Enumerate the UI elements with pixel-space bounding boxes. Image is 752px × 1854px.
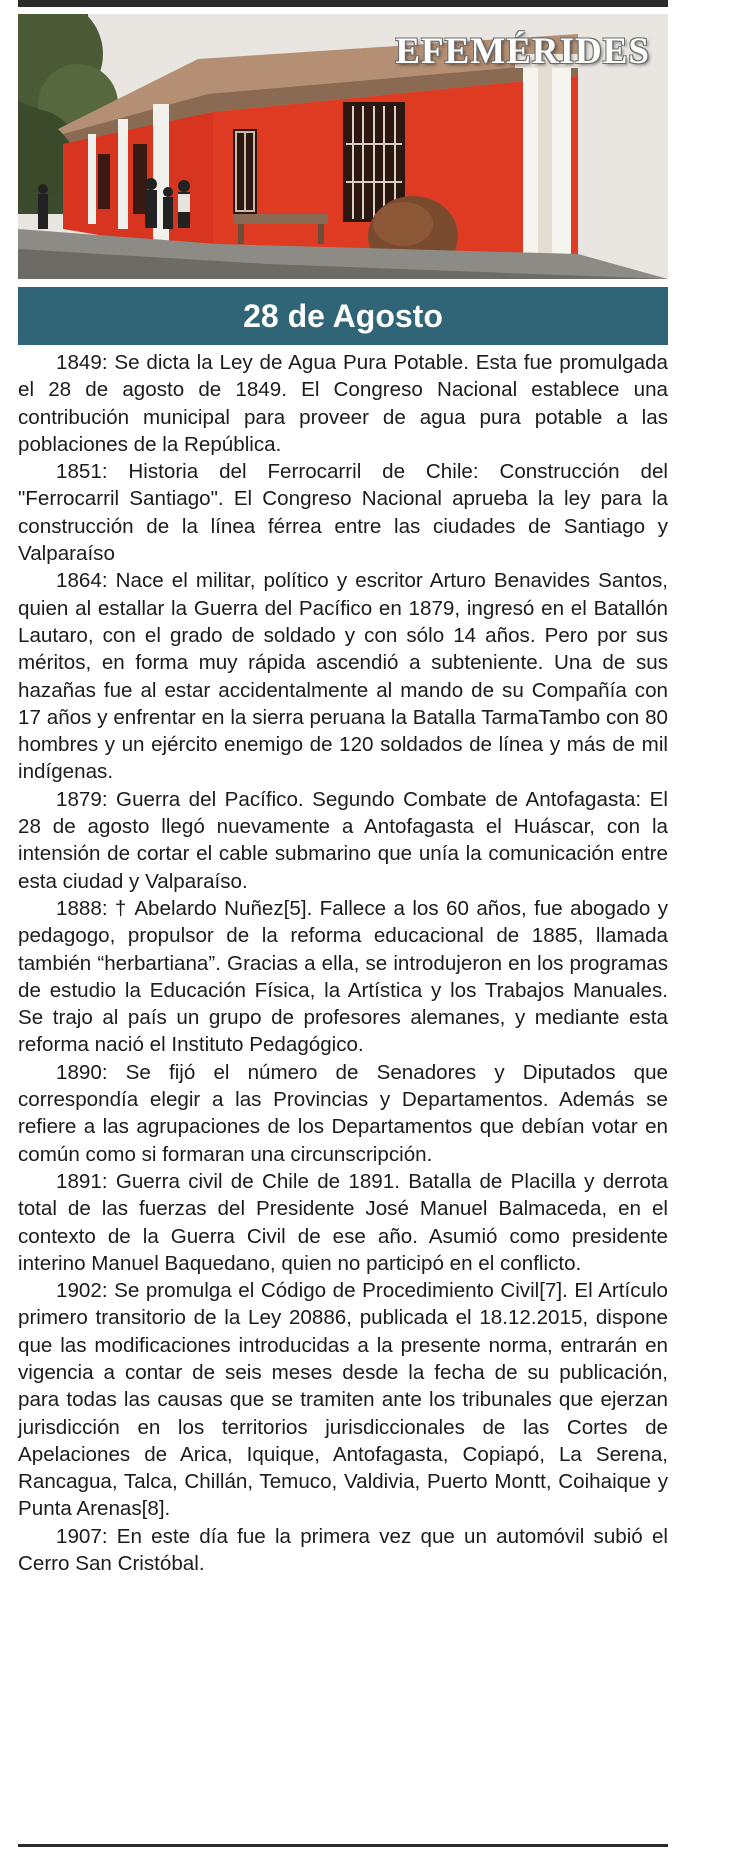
entry-1849: 1849: Se dicta la Ley de Agua Pura Potable. Esta fue promulgada el 28 de agosto de 1849. El Congreso Nacional establece una contribución municipal para proveer de agua pura potable a las poblaciones de la República. <box>18 351 668 456</box>
entry-1879: 1879: Guerra del Pacífico. Segundo Combate de Antofagasta: El 28 de agosto llegó nuevamente a Antofagasta el Huáscar, con la intensión de cortar el cable submarino que unía la comunicación entre esta ciudad y Valparaíso. <box>18 787 668 893</box>
date-banner: 28 de Agosto <box>18 287 668 345</box>
hero-image <box>18 14 668 279</box>
top-rule <box>18 0 668 7</box>
entry-1888: 1888: † Abelardo Nuñez[5]. Fallece a los 60 años, fue abogado y pedagogo, propulsor de la reforma educacional de 1885, llamada también “herbartiana”. Gracias a ella, se introdujeron en los programas de estudio la Educación Física, la Artística y los Trabajos Manuales. Se trajo al país un grupo de profesores alemanes, y mediante esta reforma nació el Instituto Pedagógico. <box>18 896 668 1057</box>
ephemerides-list <box>18 349 668 1577</box>
entry-1902: 1902: Se promulga el Código de Procedimiento Civil[7]. El Artículo primero transitorio de la Ley 20886, publicada el 18.12.2015, dispone que las modificaciones introducidas a la presente norma, entrarán en vigencia a contar de seis meses desde la fecha de su publicación, para todas las causas que se tramiten ante los tribunales que ejerzan jurisdicción en los territorios jurisdiccionales de las Cortes de Apelaciones de Arica, Iquique, Antofagasta, Copiapó, La Serena, Rancagua, Talca, Chillán, Temuco, Valdivia, Puerto Montt, Coihaique y Punta Arenas[8]. <box>18 1279 668 1521</box>
entry-1907: 1907: En este día fue la primera vez que un automóvil subió el Cerro San Cristóbal. <box>18 1524 668 1576</box>
entry-1891: 1891: Guerra civil de Chile de 1891. Batalla de Placilla y derrota total de las fuerzas del Presidente José Manuel Balmaceda, en el contexto de la Guerra Civil de ese año. Asumió como presidente interino Manuel Baquedano, quien no participó en el conflicto. <box>18 1169 668 1275</box>
entry-1864: 1864: Nace el militar, político y escritor Arturo Benavides Santos, quien al estallar la Guerra del Pacífico en 1879, ingresó en el Batallón Lautaro, con el grado de soldado y con sólo 14 años. Pero por sus méritos, en forma muy rápida ascendió a subteniente. Una de sus hazañas fue al estar accidentalmente al mando de su Compañía con 17 años y enfrentar en la sierra peruana la Batalla TarmaTambo con 80 hombres y un ejército enemigo de 120 soldados de línea y más de mil indígenas. <box>18 569 668 784</box>
entry-1890: 1890: Se fijó el número de Senadores y Diputados que correspondía elegir a las Provincias y Departamentos. Además se refiere a las agrupaciones de los Departamentos que debían votar en común como si formaran una circunscripción. <box>18 1060 668 1166</box>
bottom-rule <box>18 1844 668 1847</box>
entry-1851: 1851: Historia del Ferrocarril de Chile: Construcción del "Ferrocarril Santiago". El Congreso Nacional aprueba la ley para la construcción de la línea férrea entre las ciudades de Santiago y Valparaíso <box>18 460 668 566</box>
section-title: EFEMÉRIDES <box>395 31 650 72</box>
